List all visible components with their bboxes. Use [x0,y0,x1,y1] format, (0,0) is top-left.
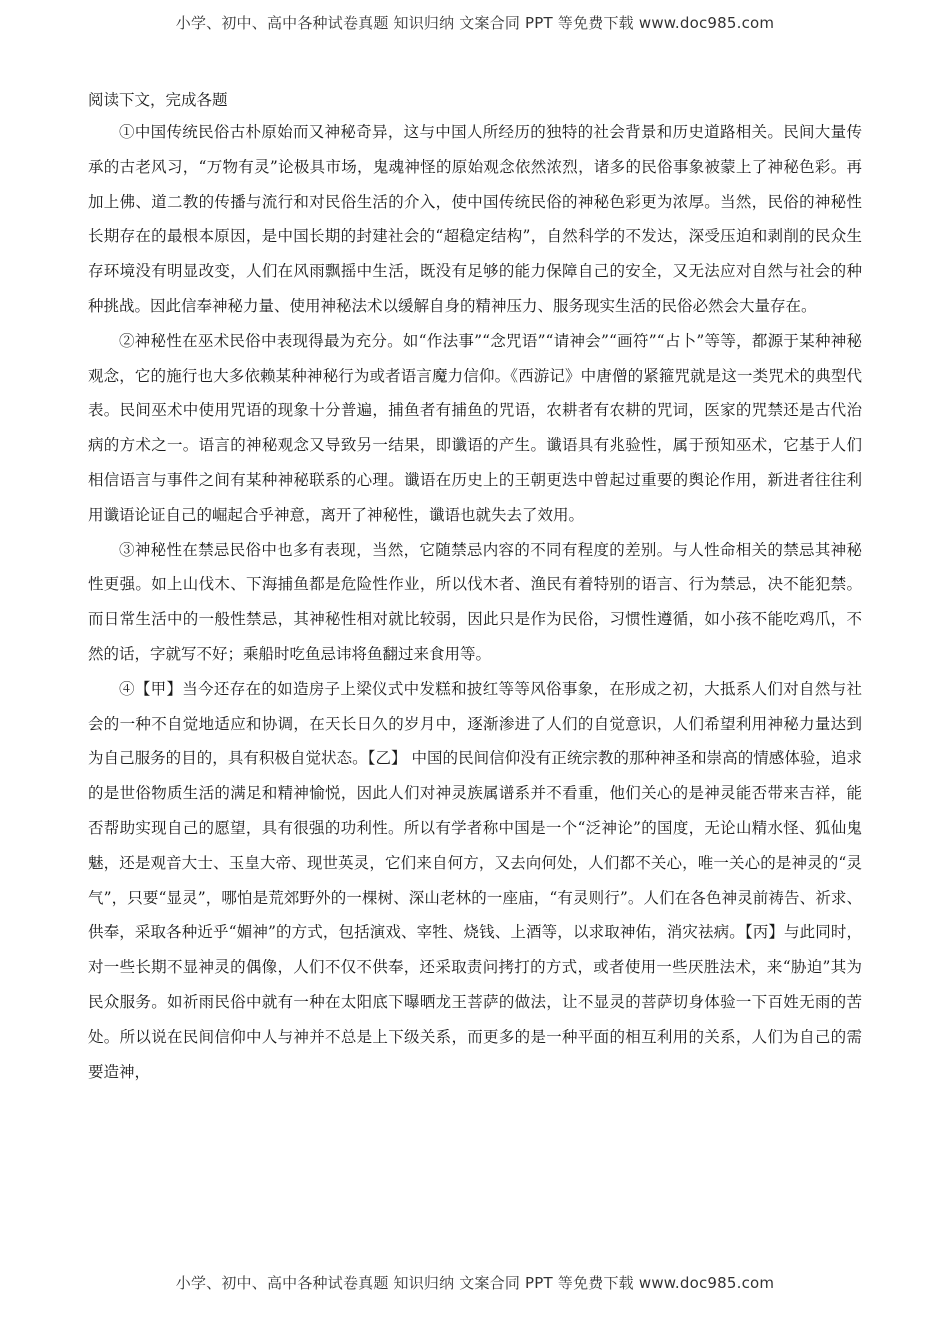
paragraph-2: ②神秘性在巫术民俗中表现得最为充分。如“作法事”“念咒语”“请神会”“画符”“占卜”等等，都源于某种神秘观念，它的施行也大多依赖某种神秘行为或者语言魔力信仰。《西游记》中唐僧的紧箍咒就是这一类咒术的典型代表。民间巫术中使用咒语的现象十分普遍，捕鱼者有捕鱼的咒语，农耕者有农耕的咒词，医家的咒禁还是古代治病的方术之一。语言的神秘观念又导致另一结果，即谶语的产生。谶语具有兆验性，属于预知巫术，它基于人们相信语言与事件之间有某种神秘联系的心理。谶语在历史上的王朝更迭中曾起过重要的舆论作用，新进者往往利用谶语论证自己的崛起合乎神意，离开了神秘性，谶语也就失去了效用。 [88,331,862,524]
document-body [88,86,862,1089]
page-footer: 小学、初中、高中各种试卷真题 知识归纳 文案合同 PPT 等免费下载 www.doc985.com [175,1274,775,1292]
paragraph-4: ④【甲】当今还存在的如造房子上梁仪式中发糕和披红等等风俗事象，在形成之初，大抵系人们对自然与社会的一种不自觉地适应和协调，在天长日久的岁月中，逐渐渗进了人们的自觉意识，人们希望利用神秘力量达到为自己服务的目的，具有积极自觉状态。【乙】 中国的民间信仰没有正统宗教的那种神圣和崇高的情感体验，追求的是世俗物质生活的满足和精神愉悦，因此人们对神灵族属谱系并不看重，他们关心的是神灵能否带来吉祥，能否帮助实现自己的愿望，具有很强的功利性。所以有学者称中国是一个“泛神论”的国度，无论山精水怪、狐仙鬼魅，还是观音大士、玉皇大帝、现世英灵，它们来自何方，又去向何处，人们都不关心，唯一关心的是神灵的“灵气”，只要“显灵”，哪怕是荒郊野外的一棵树、深山老林的一座庙，“有灵则行”。人们在各色神灵前祷告、祈求、供奉，采取各种近乎“媚神”的方式，包括演戏、宰牲、烧钱、上酒等，以求取神佑，消灾祛病。【丙】与此同时，对一些长期不显神灵的偶像，人们不仅不供奉，还采取责问拷打的方式，或者使用一些厌胜法术，来“胁迫”其为民众服务。如祈雨民俗中就有一种在太阳底下曝晒龙王菩萨的做法，让不显灵的菩萨切身体验一下百姓无雨的苦处。所以说在民间信仰中人与神并不总是上下级关系，而更多的是一种平面的相互利用的关系，人们为自己的需要造神， [88,679,862,1081]
paragraph-1: ①中国传统民俗古朴原始而又神秘奇异，这与中国人所经历的独特的社会背景和历史道路相关。民间大量传承的古老风习，“万物有灵”论极具市场，鬼魂神怪的原始观念依然浓烈，诸多的民俗事象被蒙上了神秘色彩。再加上佛、道二教的传播与流行和对民俗生活的介入，使中国传统民俗的神秘色彩更为浓厚。当然，民俗的神秘性长期存在的最根本原因，是中国长期的封建社会的“超稳定结构”，自然科学的不发达，深受压迫和剥削的民众生存环境没有明显改变，人们在风雨飘摇中生活，既没有足够的能力保障自己的安全，又无法应对自然与社会的种种挑战。因此信奉神秘力量、使用神秘法术以缓解自身的精神压力、服务现实生活的民俗必然会大量存在。 [88,123,862,315]
question-intro: 阅读下文，完成各题 [88,91,228,109]
paragraph-3: ③神秘性在禁忌民俗中也多有表现，当然，它随禁忌内容的不同有程度的差别。与人性命相关的禁忌其神秘性更强。如上山伐木、下海捕鱼都是危险性作业，所以伐木者、渔民有着特别的语言、行为禁忌，决不能犯禁。而日常生活中的一般性禁忌，其神秘性相对就比较弱，因此只是作为民俗，习惯性遵循，如小孩不能吃鸡爪，不然的话，字就写不好；乘船时吃鱼忌讳将鱼翻过来食用等。 [88,540,862,663]
page-header: 小学、初中、高中各种试卷真题 知识归纳 文案合同 PPT 等免费下载 www.doc985.com [175,14,775,32]
